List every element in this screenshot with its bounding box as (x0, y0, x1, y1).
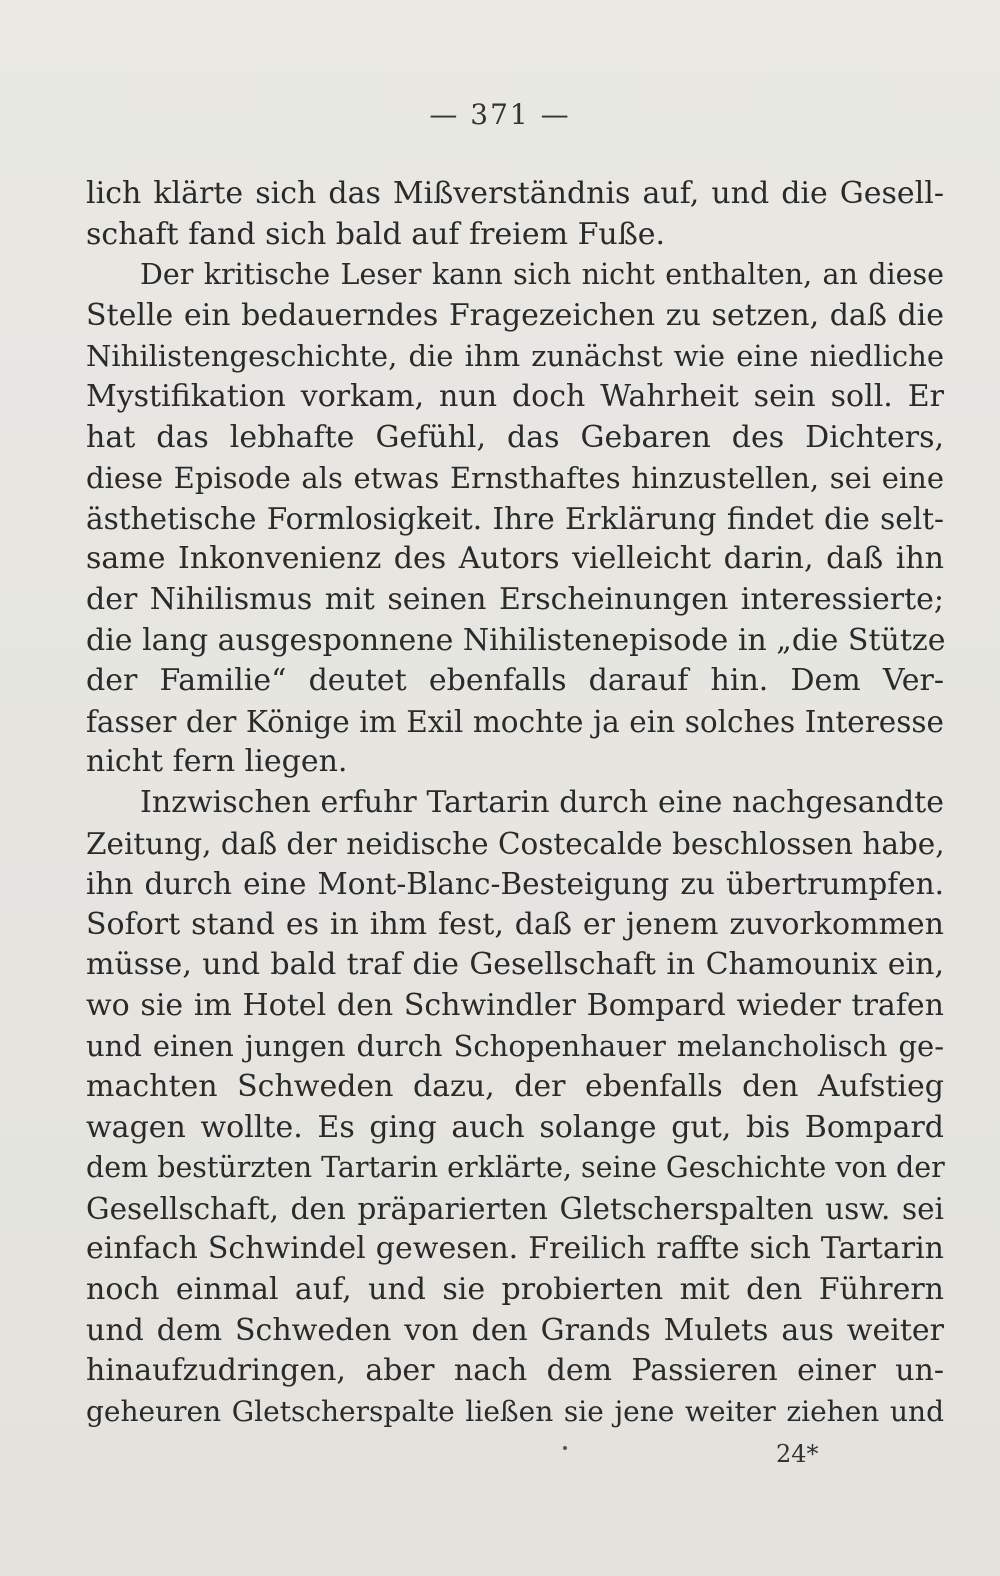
body-text (86, 174, 944, 1432)
text-line: Stelle ein bedauerndes Fragezeichen zu setzen, daß die (86, 297, 944, 333)
text-line: fasser der Könige im Exil mochte ja ein solches Interesse (86, 704, 944, 739)
text-line: hat das lebhafte Gefühl, das Gebaren des Dichters, (86, 419, 944, 455)
text-line: noch einmal auf, und sie probierten mit den Führern (86, 1272, 944, 1308)
text-line: Der kritische Leser kann sich nicht enthalten, an diese (140, 258, 944, 292)
text-line: der Familie“ deutet ebenfalls darauf hin. Dem Ver- (86, 663, 944, 699)
ink-speck (563, 1446, 567, 1450)
text-line: die lang ausgesponnene Nihilistenepisode in „die Stütze (86, 622, 946, 658)
text-line: Gesellschaft, den präparierten Gletscherspalten usw. sei (86, 1191, 944, 1226)
text-line: Nihilistengeschichte, die ihm zunächst wie eine niedliche (86, 339, 944, 374)
text-line: same Inkonvenienz des Autors vielleicht darin, daß ihn (86, 541, 944, 577)
text-line: Inzwischen erfuhr Tartarin durch eine nachgesandte (140, 784, 944, 820)
text-line: hinaufzudringen, aber nach dem Passieren einer un- (86, 1353, 944, 1389)
text-line: ästhetische Formlosigkeit. Ihre Erklärung findet die selt- (86, 501, 944, 536)
text-line: lich klärte sich das Mißverständnis auf, und die Gesell- (86, 176, 944, 211)
text-line: dem bestürzten Tartarin erklärte, seine Geschichte von der (86, 1151, 945, 1185)
text-line: machten Schweden dazu, der ebenfalls den Aufstieg (86, 1069, 944, 1105)
signature-mark: 24* (776, 1440, 819, 1468)
text-line: Sofort stand es in ihm fest, daß er jenem zuvorkommen (86, 906, 944, 942)
text-line: wo sie im Hotel den Schwindler Bompard wieder trafen (86, 987, 944, 1023)
text-line: Zeitung, daß der neidische Costecalde beschlossen habe, (86, 826, 945, 861)
text-line: einfach Schwindel gewesen. Freilich raffte sich Tartarin (86, 1231, 944, 1267)
text-line: wagen wollte. Es ging auch solange gut, bis Bompard (86, 1109, 944, 1145)
text-line: Mystifikation vorkam, nun doch Wahrheit sein soll. Er (86, 378, 944, 414)
text-line: müsse, und bald traf die Gesellschaft in Chamounix ein, (86, 947, 944, 983)
text-line: diese Episode als etwas Ernsthaftes hinzustellen, sei eine (86, 461, 944, 496)
text-line: und einen jungen durch Schopenhauer melancholisch ge- (86, 1029, 944, 1064)
text-line: ihn durch eine Mont-Blanc-Besteigung zu übertrumpfen. (86, 867, 944, 902)
text-line: der Nihilismus mit seinen Erscheinungen interessierte; (86, 581, 944, 617)
page-number: — 371 — (429, 98, 571, 131)
text-line: und dem Schweden von den Grands Mulets aus weiter (86, 1312, 944, 1348)
text-line: geheuren Gletscherspalte ließen sie jene weiter ziehen und (86, 1394, 944, 1428)
text-line: nicht fern liegen. (86, 744, 348, 780)
text-line: schaft fand sich bald auf freiem Fuße. (86, 216, 666, 252)
